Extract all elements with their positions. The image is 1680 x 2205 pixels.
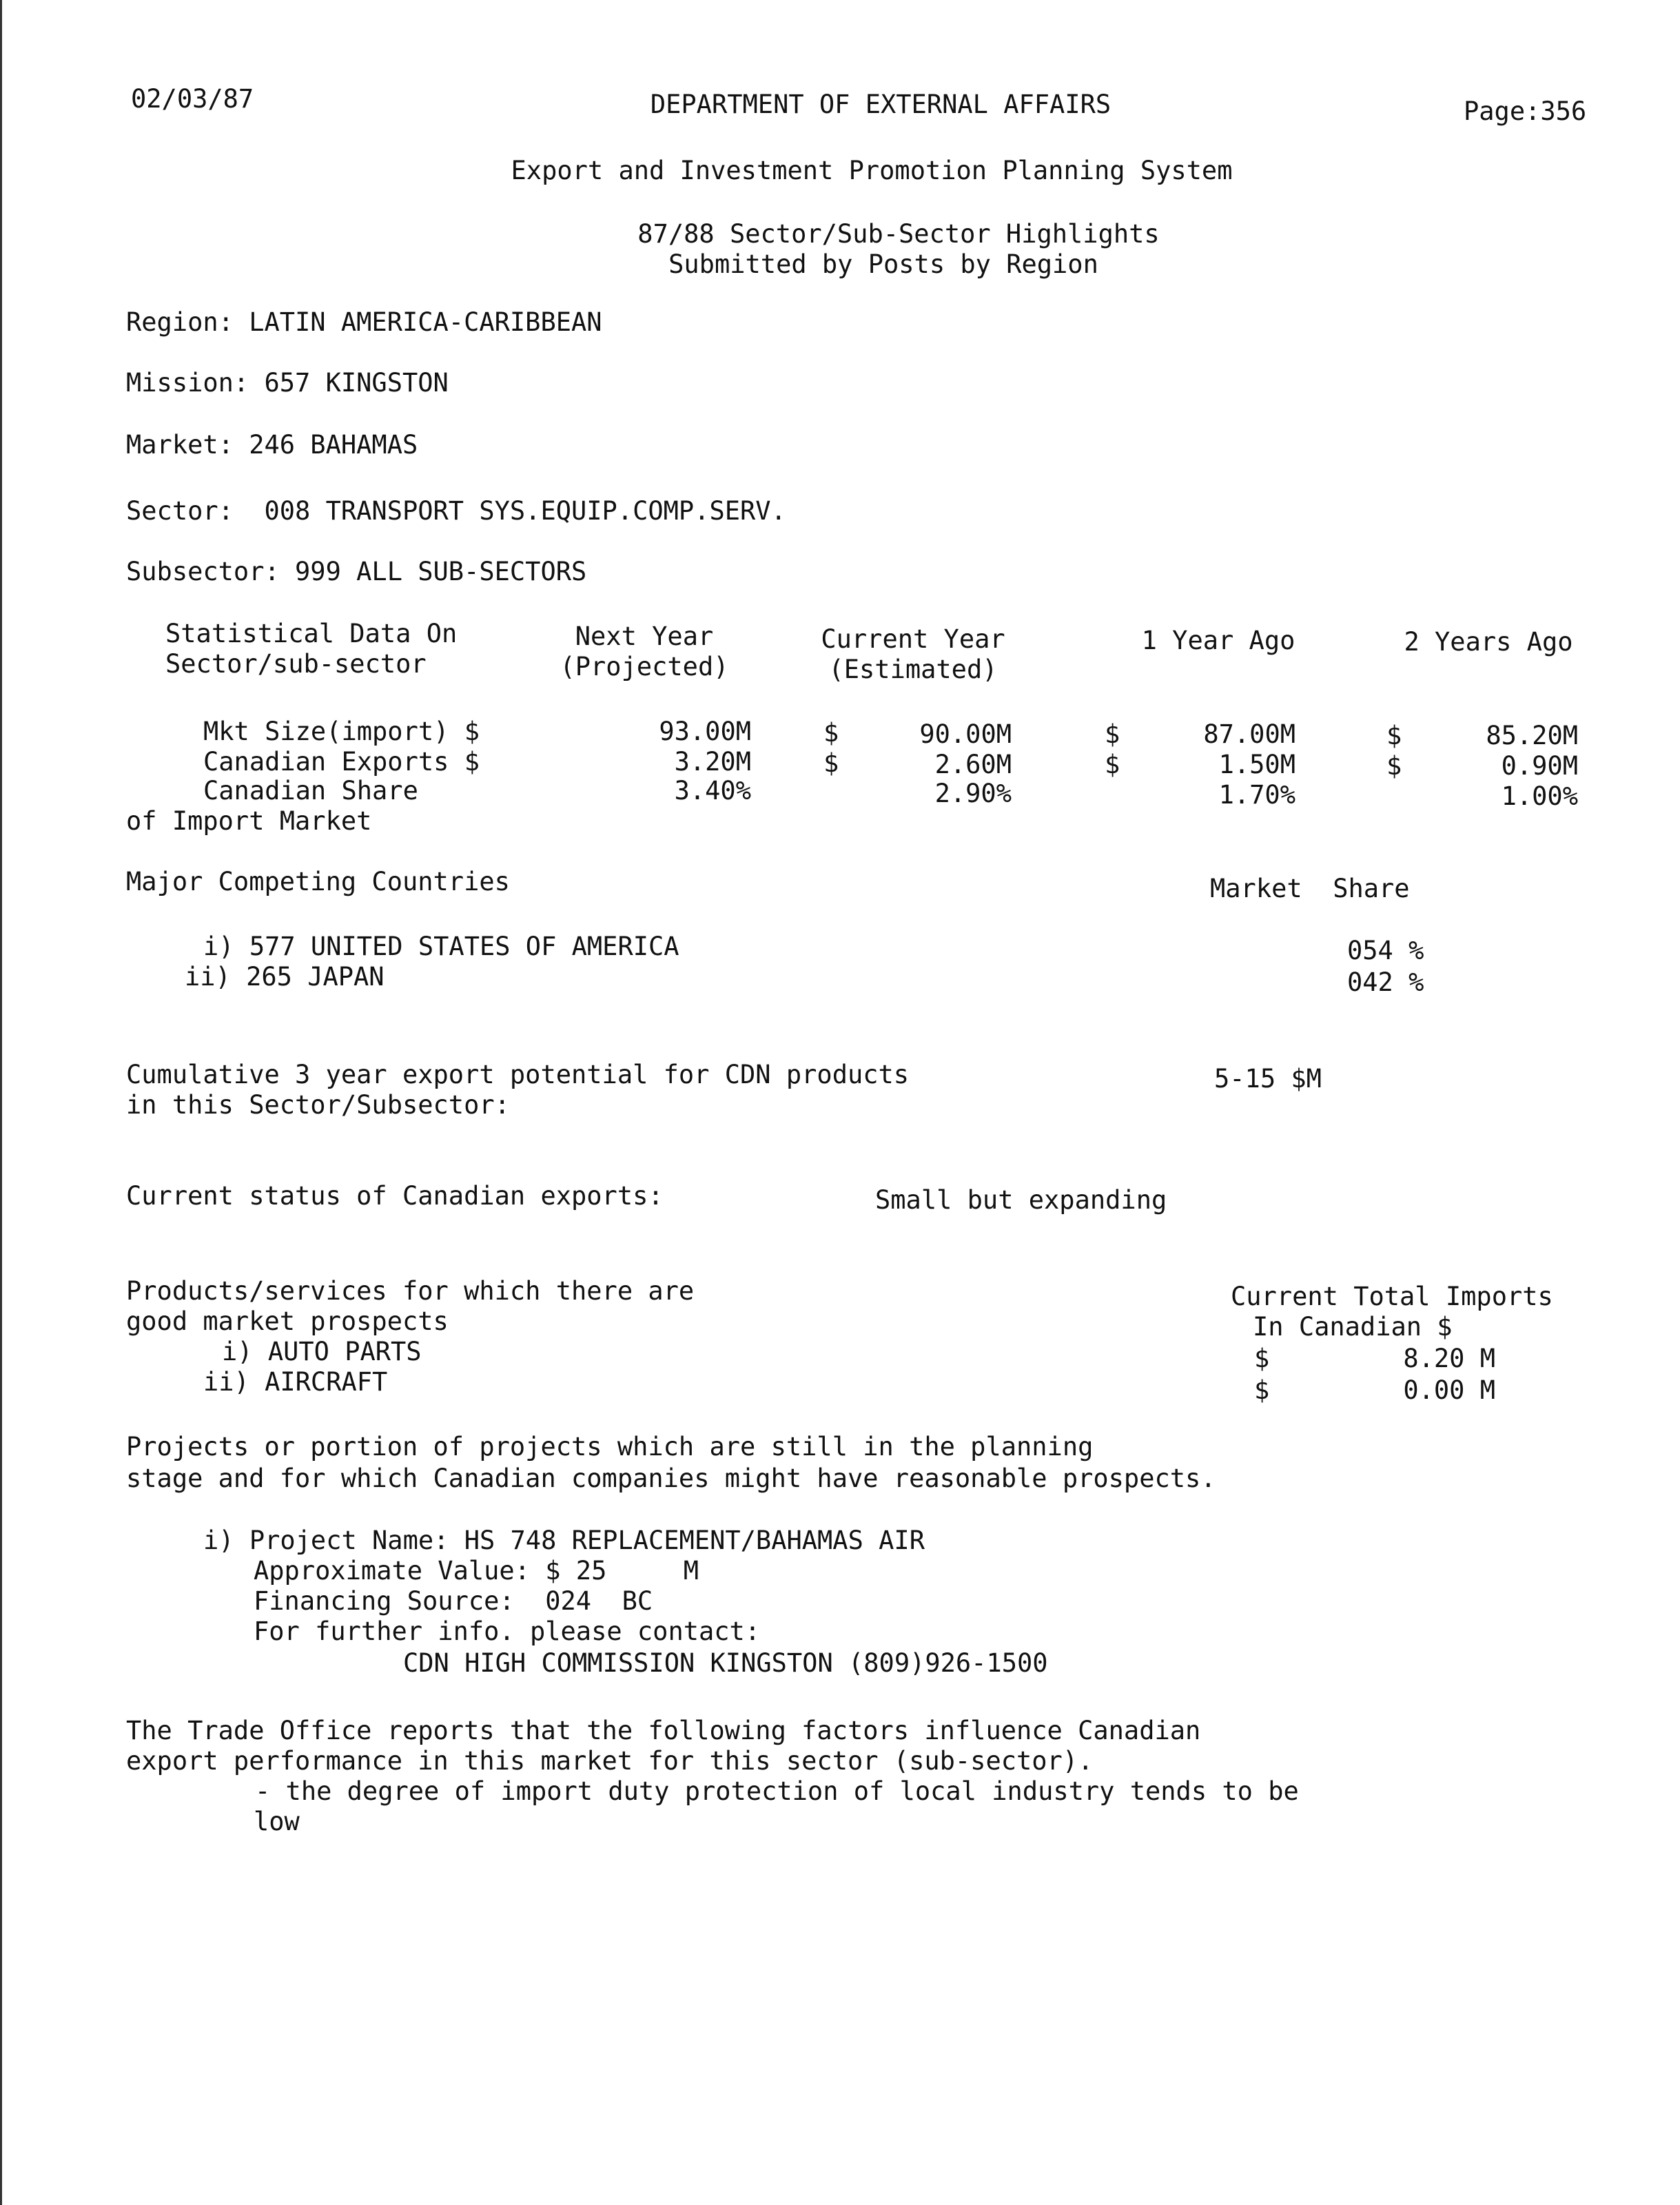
stats-cell-currency: $ — [823, 748, 839, 778]
factor-item-line1: - the degree of import duty protection of local industry tends to be — [255, 1776, 1299, 1806]
stats-cell-currency: $ — [823, 718, 839, 748]
product-currency: $ — [1254, 1375, 1270, 1405]
project-contact-label: For further info. please contact: — [254, 1617, 761, 1646]
factor-item-line2: low — [254, 1807, 300, 1836]
stats-col-next-year: Next Year — [575, 622, 714, 651]
project-contact: CDN HIGH COMMISSION KINGSTON (809)926-1500 — [403, 1648, 1048, 1678]
factors-line2: export performance in this market for this sector (sub-sector). — [126, 1746, 1094, 1776]
potential-line2: in this Sector/Subsector: — [126, 1090, 510, 1120]
stats-cell: 3.20M — [674, 747, 751, 777]
stats-cell: 90.00M — [919, 719, 1012, 749]
stats-cell: 0.90M — [1501, 751, 1578, 781]
stats-cell-currency: $ — [1105, 750, 1120, 779]
system-title: Export and Investment Promotion Planning System — [511, 156, 1233, 185]
department-name: DEPARTMENT OF EXTERNAL AFFAIRS — [650, 90, 1112, 119]
stats-cell: 2.90% — [934, 779, 1012, 808]
stats-col-next-year-sub: (Projected) — [560, 652, 729, 681]
region-line: Region: LATIN AMERICA-CARIBBEAN — [126, 307, 602, 337]
stats-row-label: Mkt Size(import) $ — [203, 717, 480, 746]
report-title: 87/88 Sector/Sub-Sector Highlights — [637, 219, 1160, 249]
page-number: Page:356 — [1464, 96, 1587, 126]
imports-subheading: In Canadian $ — [1253, 1312, 1453, 1342]
projects-line2: stage and for which Canadian companies might have reasonable prospects. — [126, 1464, 1216, 1493]
stats-cell: 3.40% — [674, 776, 751, 806]
stats-share-tail: of Import Market — [126, 806, 372, 836]
projects-line1: Projects or portion of projects which are still in the planning — [126, 1432, 1094, 1462]
competitors-share-heading: Market Share — [1210, 874, 1410, 903]
stats-cell: 93.00M — [659, 717, 751, 746]
stats-cell-currency: $ — [1105, 719, 1120, 749]
competitor-item: ii) 265 JAPAN — [185, 962, 385, 992]
products-line1: Products/services for which there are — [126, 1276, 695, 1306]
stats-cell-currency: $ — [1386, 721, 1402, 750]
potential-value: 5-15 $M — [1214, 1064, 1322, 1094]
product-import-value: 0.00 M — [1403, 1375, 1495, 1405]
stats-row-label: Canadian Share — [203, 776, 418, 806]
project-financing: Financing Source: 024 BC — [254, 1586, 653, 1616]
project-value: Approximate Value: $ 25 M — [254, 1556, 699, 1586]
product-currency: $ — [1254, 1344, 1270, 1373]
stats-label-line1: Statistical Data On — [165, 619, 458, 648]
competitors-heading: Major Competing Countries — [126, 867, 510, 896]
stats-row-label: Canadian Exports $ — [203, 747, 480, 777]
potential-line1: Cumulative 3 year export potential for CDN products — [126, 1060, 910, 1089]
products-line2: good market prospects — [126, 1306, 449, 1336]
stats-col-current-year: Current Year — [821, 624, 1005, 654]
competitor-item: i) 577 UNITED STATES OF AMERICA — [203, 932, 679, 961]
imports-heading: Current Total Imports — [1231, 1282, 1553, 1311]
stats-label-line2: Sector/sub-sector — [165, 649, 427, 679]
stats-col-1-year-ago: 1 Year Ago — [1141, 626, 1295, 655]
scan-left-edge — [0, 0, 2, 2205]
subsector-line: Subsector: 999 ALL SUB-SECTORS — [126, 557, 587, 586]
market-line: Market: 246 BAHAMAS — [126, 430, 418, 460]
status-value: Small but expanding — [875, 1185, 1167, 1215]
stats-col-current-year-sub: (Estimated) — [828, 655, 998, 684]
status-label: Current status of Canadian exports: — [126, 1181, 664, 1211]
stats-cell: 1.00% — [1501, 781, 1578, 811]
product-import-value: 8.20 M — [1403, 1344, 1495, 1373]
stats-cell-currency: $ — [1386, 751, 1402, 781]
stats-cell: 1.70% — [1218, 780, 1295, 810]
product-item: i) AUTO PARTS — [222, 1337, 422, 1366]
stats-cell: 1.50M — [1218, 750, 1295, 779]
report-date: 02/03/87 — [131, 84, 254, 114]
stats-cell: 2.60M — [934, 750, 1012, 779]
stats-cell: 87.00M — [1203, 719, 1295, 749]
product-item: ii) AIRCRAFT — [203, 1367, 388, 1397]
competitor-share: 042 % — [1347, 967, 1424, 997]
factors-line1: The Trade Office reports that the following factors influence Canadian — [126, 1716, 1201, 1745]
stats-cell: 85.20M — [1486, 721, 1578, 750]
competitor-share: 054 % — [1347, 936, 1424, 965]
report-subtitle: Submitted by Posts by Region — [668, 249, 1098, 279]
project-name: i) Project Name: HS 748 REPLACEMENT/BAHAMAS AIR — [203, 1526, 925, 1555]
mission-line: Mission: 657 KINGSTON — [126, 368, 449, 398]
sector-line: Sector: 008 TRANSPORT SYS.EQUIP.COMP.SERV. — [126, 496, 786, 526]
stats-col-2-years-ago: 2 Years Ago — [1404, 627, 1573, 657]
